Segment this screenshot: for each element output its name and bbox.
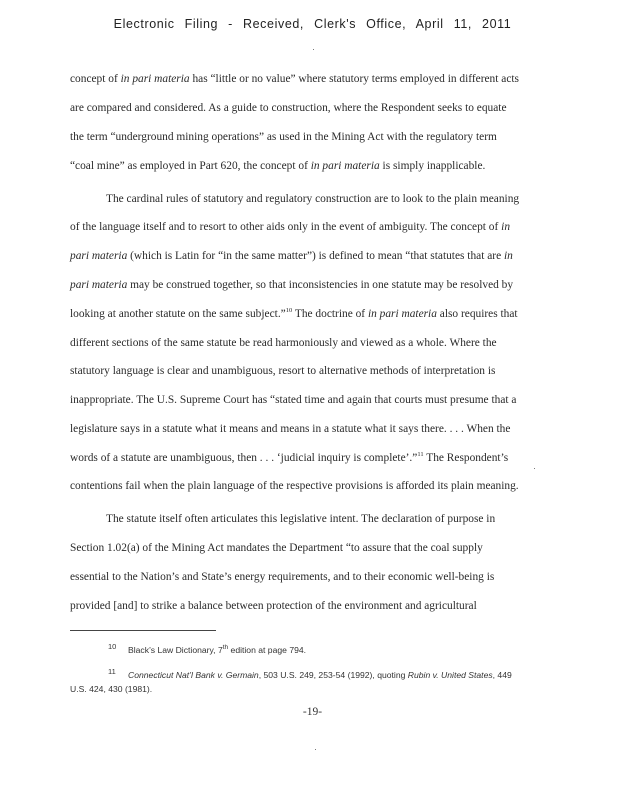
scan-speck (313, 49, 314, 50)
italic-term: pari materia (70, 279, 128, 291)
text-run: is simply inapplicable. (379, 160, 486, 172)
body-line: statutory language is clear and unambiguous, resort to alternative methods of interpretation is (70, 365, 496, 377)
body-line: Section 1.02(a) of the Mining Act mandates the Department “to assure that the coal supply (70, 542, 483, 554)
text-run: “coal mine” as employed in Part 620, the concept of (70, 160, 311, 172)
text-run: edition at page 794. (228, 645, 307, 655)
footnote-ref: 10 (285, 307, 293, 315)
body-line (70, 220, 510, 234)
page-number: -19- (302, 706, 323, 718)
body-line: the term “underground mining operations” as used in the Mining Act with the regulatory term (70, 131, 497, 143)
body-line (70, 249, 513, 263)
scan-speck (315, 749, 316, 750)
text-run: of the language itself and to resort to other aids only in the event of ambiguity. The concept of (70, 221, 502, 233)
text-run: The Respondent’s (423, 452, 509, 464)
italic-term: in pari materia (310, 160, 380, 172)
text-run: also requires that (436, 308, 518, 320)
text-run: may be construed together, so that inconsistencies in one statute may be resolved by (127, 279, 514, 291)
italic-term: in (501, 221, 511, 233)
body-line: are compared and considered. As a guide to construction, where the Respondent seeks to equate (70, 102, 507, 114)
body-line (70, 451, 508, 465)
footnote-separator (70, 630, 216, 631)
footnote-number: 11 (108, 667, 116, 676)
body-line (70, 72, 519, 86)
body-line: The statute itself often articulates this legislative intent. The declaration of purpose in (106, 513, 496, 525)
footnote-11 (128, 670, 512, 680)
italic-term: in pari materia (120, 73, 190, 85)
superscript: th (222, 644, 229, 652)
filing-stamp-header: Electronic Filing - Received, Clerk's Office, April 11, 2011 (113, 17, 512, 31)
italic-citation: Rubin v. United States (407, 670, 493, 680)
body-line: legislature says in a statute what it means and means in a statute what it says there. . . . When the (70, 423, 511, 435)
body-line: provided [and] to strike a balance between protection of the environment and agricultural (70, 600, 477, 612)
body-line: different sections of the same statute be read harmoniously and viewed as a whole. Where the (70, 337, 497, 349)
body-line (70, 278, 513, 292)
text-run: looking at another statute on the same subject.” (70, 308, 286, 320)
footnote-11-continued: U.S. 424, 430 (1981). (70, 684, 153, 694)
footnote-ref: 11 (417, 451, 424, 459)
italic-term: pari materia (70, 250, 128, 262)
scan-speck (534, 468, 535, 469)
italic-term: in pari materia (367, 308, 437, 320)
text-run: Black’s Law Dictionary, 7 (128, 645, 223, 655)
body-line (70, 159, 485, 173)
text-run: (which is Latin for “in the same matter”) is defined to mean “that statutes that are (127, 250, 504, 262)
footnote-number: 10 (108, 642, 117, 651)
text-run: words of a statute are unambiguous, then . . . ‘judicial inquiry is complete’.” (70, 452, 418, 464)
body-line (70, 307, 518, 321)
body-line: contentions fail when the plain language of the respective provisions is afforded its plain meaning. (70, 480, 519, 492)
text-run: , 503 U.S. 249, 253-54 (1992), quoting (258, 670, 408, 680)
italic-term: in (503, 250, 513, 262)
text-run: , 449 (492, 670, 512, 680)
text-run: The doctrine of (292, 308, 368, 320)
text-run: concept of (70, 73, 121, 85)
italic-citation: Connecticut Nat’l Bank v. Germain (128, 670, 259, 680)
text-run: has “little or no value” where statutory terms employed in different acts (189, 73, 519, 85)
body-line: essential to the Nation’s and State’s energy requirements, and to their economic well-being is (70, 571, 495, 583)
body-line: inappropriate. The U.S. Supreme Court has “stated time and again that courts must presume that a (70, 394, 517, 406)
body-line: The cardinal rules of statutory and regulatory construction are to look to the plain meaning (106, 193, 520, 205)
footnote-10 (128, 645, 306, 655)
